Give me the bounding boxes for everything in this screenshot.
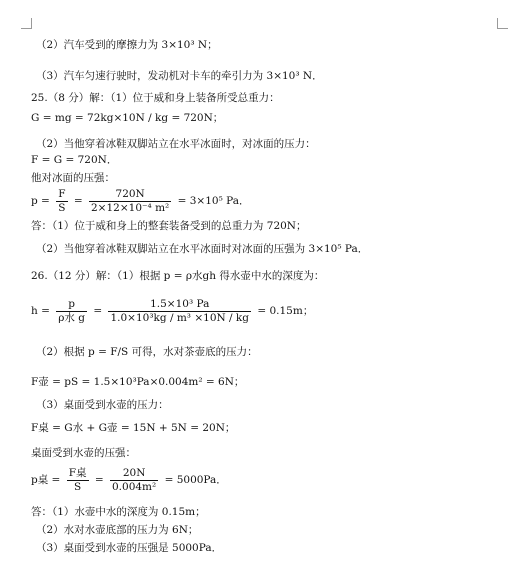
- fraction: [67, 467, 89, 494]
- fraction-numerator: F: [58, 187, 66, 200]
- question-25-heading: 25.（8 分）解：（1）位于威和身上装备所受总重力：: [31, 92, 280, 104]
- formula-gravity: G = mg = 72kg×10N / kg = 720N；: [31, 112, 224, 124]
- fraction: [110, 467, 158, 494]
- corner-crop-mark-left: [21, 18, 32, 29]
- answer-summary: 答：（1）位于威和身上的整套装备受到的总重力为 720N；: [31, 220, 307, 232]
- fraction-denominator: 1.0×10³kg / m³ ×10N / kg: [110, 311, 249, 324]
- fraction-numerator: 20N: [110, 467, 158, 481]
- formula-pot-force: F壶 = pS = 1.5×10³Pa×0.004m² = 6N；: [31, 376, 245, 388]
- answer-line: （2）根据 p = F/S 可得，水对茶壶底的压力：: [36, 346, 258, 358]
- equals-sign: =: [73, 195, 83, 207]
- fraction-numerator: F桌: [68, 466, 87, 479]
- formula-lhs: p桌 =: [31, 474, 61, 486]
- question-26-heading: 26.（12 分）解：（1）根据 p = ρ水gh 得水壶中水的深度为：: [31, 270, 325, 282]
- fraction-denominator: 2×12×10⁻⁴ m²: [91, 201, 170, 214]
- fraction: [56, 188, 67, 215]
- fraction: [89, 188, 171, 215]
- equals-sign: =: [93, 305, 103, 317]
- answer-summary: （2）当他穿着冰鞋双脚站立在水平冰面时对冰面的压强为 3×10⁵ Pa．: [36, 243, 369, 255]
- formula-result: = 0.15m；: [257, 305, 314, 317]
- answer-line: 桌面受到水壶的压强：: [31, 447, 136, 459]
- answer-line: （3）桌面受到水壶的压力：: [36, 399, 169, 411]
- fraction-denominator: 0.004m²: [112, 480, 157, 493]
- formula-lhs: p =: [31, 195, 50, 207]
- corner-crop-mark-right: [497, 18, 508, 29]
- formula-table-pressure: [31, 465, 227, 495]
- fraction-denominator: S: [74, 480, 82, 493]
- formula-result: = 3×10⁵ Pa．: [177, 195, 250, 207]
- equals-sign: =: [94, 474, 104, 486]
- answer-summary: （2）水对水壶底部的压力为 6N；: [36, 524, 199, 536]
- answer-line: （2）汽车受到的摩擦力为 3×10³ N；: [36, 39, 218, 51]
- answer-line: 他对冰面的压强：: [31, 172, 115, 184]
- formula-depth: [31, 296, 313, 326]
- fraction: [108, 298, 251, 325]
- fraction-denominator: S: [58, 201, 66, 214]
- formula-table-force: F桌 = G水 + G壶 = 15N + 5N = 20N；: [31, 422, 236, 434]
- fraction: [56, 298, 87, 325]
- formula-force: F = G = 720N．: [31, 154, 118, 166]
- answer-summary: 答：（1）水壶中水的深度为 0.15m；: [31, 506, 206, 518]
- formula-pressure-ice: [31, 186, 249, 216]
- fraction-denominator: ρ水 g: [58, 311, 85, 324]
- formula-lhs: h =: [31, 305, 50, 317]
- formula-result: = 5000Pa．: [164, 474, 227, 486]
- fraction-numerator: 1.5×10³ Pa: [108, 298, 251, 312]
- fraction-numerator: p: [56, 298, 87, 312]
- fraction-numerator: 720N: [89, 188, 171, 202]
- answer-line: （3）汽车匀速行驶时，发动机对卡车的牵引力为 3×10³ N．: [36, 70, 323, 82]
- answer-line: （2）当他穿着冰鞋双脚站立在水平冰面时，对冰面的压力：: [36, 138, 316, 150]
- answer-summary: （3）桌面受到水壶的压强是 5000Pa．: [36, 542, 223, 554]
